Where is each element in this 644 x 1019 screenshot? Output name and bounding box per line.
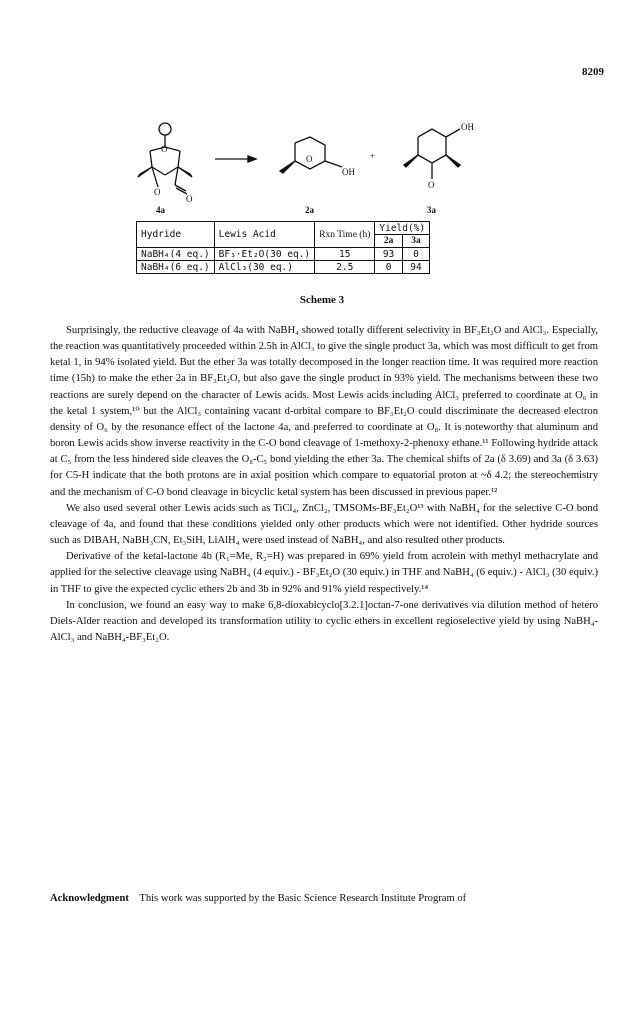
cell-time: 15 bbox=[315, 248, 375, 261]
acknowledgment-text: This work was supported by the Basic Science Research Institute Program of bbox=[139, 893, 467, 904]
page-number: 8209 bbox=[582, 66, 604, 78]
header-yield: Yield(%) bbox=[375, 222, 430, 235]
label-2a: 2a bbox=[305, 205, 314, 215]
cell-yield-2a: 93 bbox=[375, 248, 402, 261]
cell-acid: AlCl₃(30 eq.) bbox=[214, 261, 315, 274]
paragraph: In conclusion, we found an easy way to make 6,8-dioxabicyclo[3.2.1]octan-7-one derivatives via dilution method of hetero Diels-Alder reaction and developed its transformation utility to cyclic ethers in excellent regioselective yield by using NaBH₄-AlCl₃ and NaBH₄-BF₃Et₂O. bbox=[50, 599, 598, 643]
paragraph: We also used several other Lewis acids such as TiCl₄, ZnCl₂, TMSOMs-BF₃Et₂O¹³ with NaBH₄ for the selective C-O bond cleavage of 4a, and found that these conditions yielded only other products which were not identified. Other hydride sources such as DIBAH, NaBH₃CN, Et₃SiH, LiAlH₄ were used instead of NaBH₄, and also resulted other products. bbox=[50, 502, 598, 547]
paragraph: Derivative of the ketal-lactone 4b (R₁=Me, R₂=H) was prepared in 69% yield from acrolein with methyl methacrylate and applied for the selective cleavage using NaBH₄ (4 equiv.) - BF₃Et₂O (30 equiv.) in THF and NaBH₄ (6 equiv.) - AlCl₃ (30 equiv.) in THF to give the expected cyclic ethers 2b and 3b in 92% and 91% yield respectively.¹⁴ bbox=[50, 551, 598, 595]
cell-hydride: NaBH₄(4 eq.) bbox=[137, 248, 215, 261]
label-4a: 4a bbox=[156, 205, 165, 215]
header-lewis-acid: Lewis Acid bbox=[214, 222, 315, 248]
o-carbonyl-label: O bbox=[186, 194, 193, 204]
reaction-scheme bbox=[120, 115, 520, 215]
oh-2a-label: OH bbox=[342, 167, 355, 177]
results-table bbox=[136, 221, 430, 274]
body-text bbox=[50, 323, 598, 646]
scheme-structures bbox=[120, 115, 520, 215]
plus-sign: + bbox=[370, 151, 376, 161]
o-3a-label: O bbox=[428, 180, 435, 190]
scheme-caption: Scheme 3 bbox=[299, 294, 345, 306]
table-row bbox=[137, 248, 430, 261]
o-ring-label: O bbox=[161, 144, 168, 154]
o-ring2-label: O bbox=[154, 187, 161, 197]
o-2a-label: O bbox=[306, 154, 313, 164]
cell-hydride: NaBH₄(6 eq.) bbox=[137, 261, 215, 274]
acknowledgment-heading: Acknowledgment bbox=[50, 893, 129, 904]
oh-3a-label: OH bbox=[461, 122, 474, 132]
header-rxn-time: Rxn Time (h) bbox=[315, 222, 375, 248]
cell-yield-2a: 0 bbox=[375, 261, 402, 274]
cell-acid: BF₃·Et₂O(30 eq.) bbox=[214, 248, 315, 261]
table-row bbox=[137, 261, 430, 274]
cell-time: 2.5 bbox=[315, 261, 375, 274]
header-yield-3a: 3a bbox=[402, 235, 429, 248]
header-yield-2a: 2a bbox=[375, 235, 402, 248]
cell-yield-3a: 0 bbox=[402, 248, 429, 261]
paragraph: Surprisingly, the reductive cleavage of 4a with NaBH₄ showed totally different selectivity in BF₃Et₂O and AlCl₃. Especially, the reaction was quantitatively proceeded within 2.5h in AlCl₃ to give the single product 3a, which was most difficult to get from ketal 1, in 94% isolated yield. But the ether 3a was totally decomposed in the longer reaction time. It was required more reaction time (15h) to make the ether 2a in BF₃Et₂O, but also gave the single product in 93% yield. The mechanisms between these two reactions are surely depend on the character of Lewis acids. Most Lewis acids including AlCl₃ preferred to coordinate at O₆ in the ketal 1 system,¹⁰ but the AlCl₃ containing vacant d-orbital compare to BF₃Et₂O could discriminate the decreased electron density of O₆ by the resonance effect of the lactone 4a, and preferred to coordinate at O₈. It is noteworthy that aluminum and boron Lewis acids show inverse reactivity in the C-O bond cleavage of 1-methoxy-2-phenoxy ethane.¹¹ Following hydride attack at C₅ from the less hindered side cleaves the O₈-C₅ bond yielding the ether 3a. The chemical shifts of 2a (δ 3.69) and 3a (δ 3.63) for C5-H indicate that the both protons are in axial position which compare to equatorial proton at ~δ 4.2; the stereochemistry and the mechanism of C-O bond cleavage in bicyclic ketal system has been discussed in previous paper.¹² bbox=[50, 325, 598, 498]
structure-3a bbox=[404, 129, 460, 179]
acknowledgment bbox=[50, 893, 598, 904]
label-3a: 3a bbox=[427, 205, 436, 215]
header-hydride: Hydride bbox=[137, 222, 215, 248]
cell-yield-3a: 94 bbox=[402, 261, 429, 274]
structure-4a bbox=[138, 123, 192, 194]
